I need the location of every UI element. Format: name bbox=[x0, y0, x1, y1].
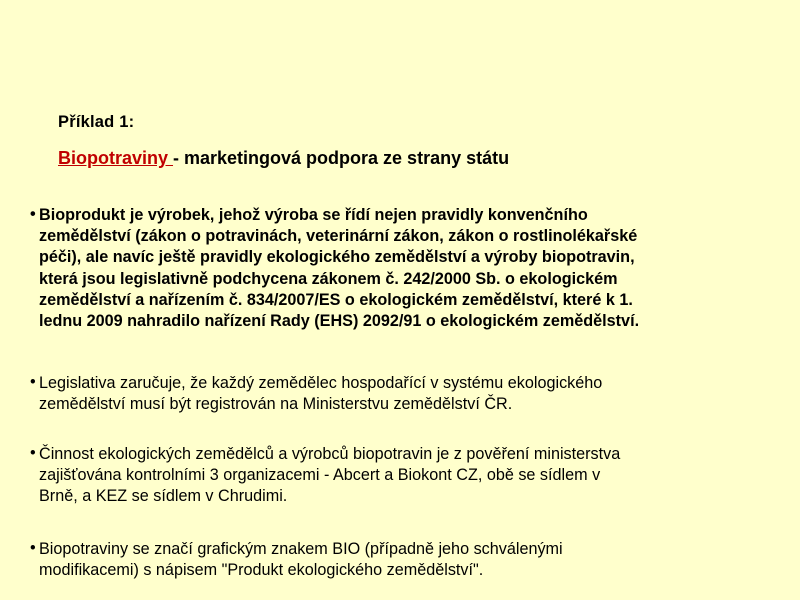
bullet-line: Brně, a KEZ se sídlem v Chrudimi. bbox=[39, 487, 288, 506]
heading-rest: - marketingová podpora ze strany státu bbox=[173, 148, 510, 168]
bullet-line: zemědělství a nařízením č. 834/2007/ES o ekologickém zemědělství, které k 1. bbox=[39, 290, 633, 309]
bullet-bioprodukt bbox=[30, 205, 639, 332]
bullet-line: která jsou legislativně podchycena zákonem č. 242/2000 Sb. o ekologickém bbox=[39, 269, 618, 288]
bullet-line: modifikacemi) s nápisem "Produkt ekologického zemědělství". bbox=[39, 561, 484, 580]
bullet-line: • Činnost ekologických zemědělců a výrobců biopotravin je z pověření ministerstva bbox=[39, 445, 621, 463]
bullet-znaceni bbox=[30, 539, 563, 581]
bullet-line: péči), ale navíc ještě pravidly ekologického zemědělství a výroby biopotravin, bbox=[39, 248, 635, 267]
bullet-line: • Bioprodukt je výrobek, jehož výroba se řídí nejen pravidly konvenčního bbox=[39, 206, 588, 224]
bullet-line: • Legislativa zaručuje, že každý zemědělec hospodařící v systému ekologického bbox=[39, 374, 603, 392]
bullet-line: zemědělství musí být registrován na Ministerstvu zemědělství ČR. bbox=[39, 395, 513, 414]
example-label: Příklad 1: bbox=[58, 113, 135, 131]
bullet-line: zajišťována kontrolními 3 organizacemi - Abcert a Biokont CZ, obě se sídlem v bbox=[39, 466, 601, 485]
bullet-line: • Biopotraviny se značí grafickým znakem BIO (případně jeho schválenými bbox=[39, 540, 563, 558]
bullet-legislativa bbox=[30, 373, 602, 415]
bullet-cinnost bbox=[30, 444, 620, 508]
slide-heading bbox=[58, 148, 509, 169]
bullet-line: zemědělství (zákon o potravinách, veterinární zákon, zákon o rostlinolékařské bbox=[39, 227, 638, 246]
bullet-line: lednu 2009 nahradilo nařízení Rady (EHS) 2092/91 o ekologickém zemědělství. bbox=[39, 312, 640, 331]
biopotraviny-link[interactable]: Biopotraviny bbox=[58, 148, 174, 168]
